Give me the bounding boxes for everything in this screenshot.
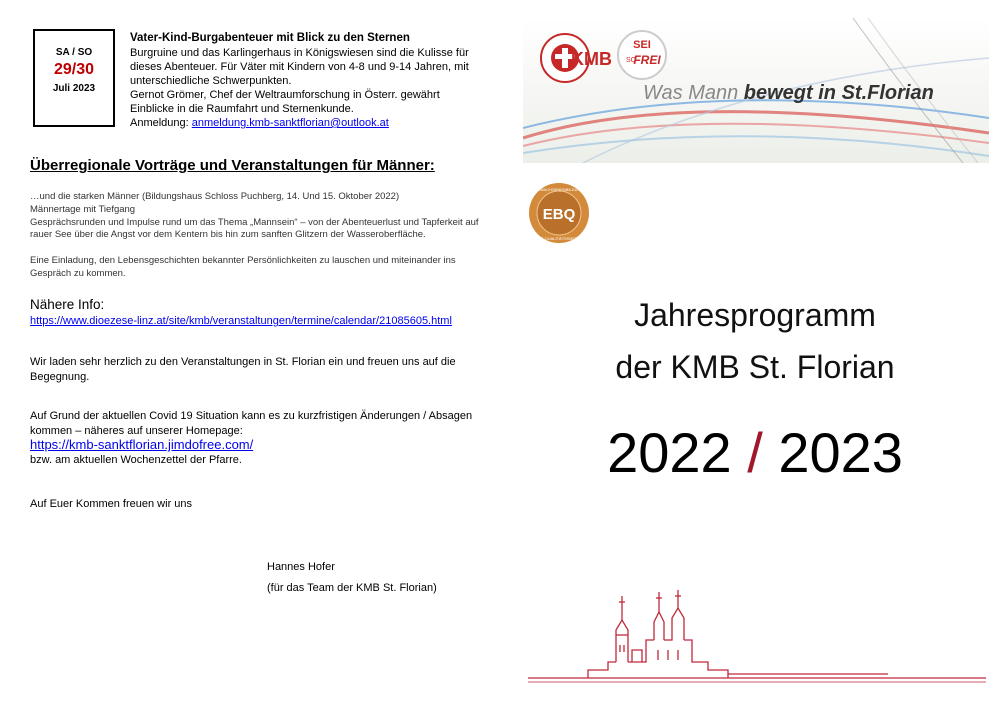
ebq-ring-bottom: MIT QUALITÄTSSIEGEL bbox=[536, 236, 582, 241]
event-date-numbers: 29/30 bbox=[53, 61, 95, 78]
covid-text: Auf Grund der aktuellen Covid 19 Situation kann es zu kurzfristigen Änderungen / Absagen kommen – näheres auf unserer Homepage: bbox=[30, 410, 473, 437]
cover-title-line-1: Jahresprogramm bbox=[634, 297, 876, 333]
signature-name: Hannes Hofer bbox=[267, 561, 335, 573]
covid-notice bbox=[30, 409, 490, 467]
homepage-link[interactable]: https://kmb-sanktflorian.jimdofree.com/ bbox=[30, 437, 254, 452]
slogan-dark: bewegt in St.Florian bbox=[743, 82, 934, 104]
event-signup bbox=[130, 116, 480, 130]
cover-title-line-2: der KMB St. Florian bbox=[615, 349, 895, 385]
regional-line-1: …und die starken Männer (Bildungshaus Schloss Puchberg, 14. Und 15. Oktober 2022) bbox=[30, 191, 400, 202]
event-title: Vater-Kind-Burgabenteuer mit Blick zu den Sternen bbox=[130, 32, 410, 44]
regional-line-4: Eine Einladung, den Lebensgeschichten bekannter Persönlichkeiten zu lauschen und miteinander ins Gespräch zu kommen. bbox=[30, 255, 456, 279]
covid-tail: bzw. am aktuellen Wochenzettel der Pfarre. bbox=[30, 453, 242, 466]
event-signup-label: Anmeldung: bbox=[130, 117, 192, 129]
year-start: 2022 bbox=[607, 421, 732, 484]
banner-slogan bbox=[643, 82, 934, 105]
year-end: 2023 bbox=[778, 421, 903, 484]
st-florian-skyline-drawing bbox=[528, 590, 986, 685]
event-signup-email-link[interactable]: anmeldung.kmb-sanktflorian@outlook.at bbox=[191, 117, 389, 129]
frei-text: FREI bbox=[633, 53, 661, 67]
event-date-box bbox=[33, 29, 115, 127]
more-info-label: Nähere Info: bbox=[30, 297, 105, 312]
ebq-badge bbox=[528, 182, 590, 244]
invite-text: Wir laden sehr herzlich zu den Veranstaltungen in St. Florian ein und freuen uns auf die Begegnung. bbox=[30, 356, 456, 383]
so-text: SO bbox=[625, 57, 637, 64]
ebq-label: EBQ bbox=[542, 206, 576, 223]
kmb-banner bbox=[523, 18, 989, 163]
signature-team: (für das Team der KMB St. Florian) bbox=[267, 582, 437, 594]
slogan-light: Was Mann bbox=[643, 82, 744, 104]
event-description-1: Burgruine und das Karlingerhaus in Königswiesen sind die Kulisse für dieses Abenteuer. Für Väter mit Kindern von 4-8 und 9-14 Jahren, mit unterschiedliche Schwerpunkten. bbox=[130, 47, 469, 87]
regional-section-title: Überregionale Vorträge und Veranstaltungen für Männer: bbox=[30, 157, 435, 174]
kmb-logo-text: KMB bbox=[571, 49, 612, 69]
regional-description bbox=[30, 191, 490, 281]
ebq-ring-top: ERWACHSENENBILDUNG bbox=[534, 187, 584, 192]
sei-so-frei-logo bbox=[615, 28, 669, 82]
cover-years bbox=[520, 420, 990, 485]
event-description-2: Gernot Grömer, Chef der Weltraumforschung in Österr. gewährt Einblicke in die Raumfahrt und Sternenkunde. bbox=[130, 89, 440, 115]
year-slash: / bbox=[747, 421, 763, 484]
event-month: Juli 2023 bbox=[52, 83, 96, 94]
more-info-link[interactable]: https://www.dioezese-linz.at/site/kmb/veranstaltungen/termine/calendar/21085605.html bbox=[30, 315, 452, 327]
kmb-logo bbox=[537, 28, 617, 88]
closing-text: Auf Euer Kommen freuen wir uns bbox=[30, 498, 193, 510]
signature bbox=[267, 557, 437, 599]
event-details bbox=[130, 31, 480, 130]
sei-text: SEI bbox=[633, 39, 651, 51]
regional-line-2: Männertage mit Tiefgang bbox=[30, 203, 136, 215]
event-days: SA / SO bbox=[55, 47, 93, 58]
regional-line-3: Gesprächsrunden und Impulse rund um das Thema „Mannsein“ – von der Abenteuerlust und Tapferkeit auf rauer See über die Angst vor dem Kentern bis hin zum sanften Glitzern der Wasseroberfläche. bbox=[30, 216, 479, 241]
